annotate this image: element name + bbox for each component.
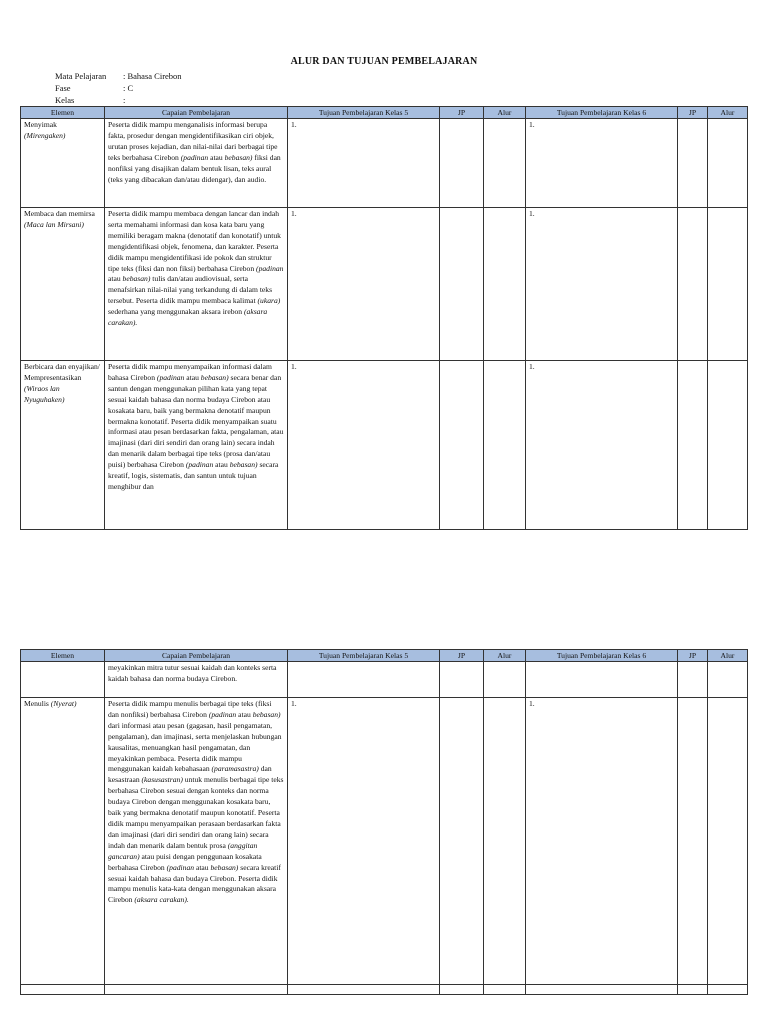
italic-term: (ukara): [257, 296, 281, 306]
jp-cell: [678, 698, 708, 985]
text-run: Peserta didik mampu menganalisis informasi berupa fakta, prosedur dengan mengidentifikasikan ciri objek, urutan proses kejadian, dan nilai-nilai dari berbagai tipe teks berbahasa Cirebon: [108, 120, 278, 162]
text-run: sederhana yang menggunakan aksara irebon: [108, 307, 244, 317]
tp-kelas-6-cell: [526, 662, 678, 698]
header-tp-kelas-5: Tujuan Pembelajaran Kelas 5: [288, 650, 440, 662]
italic-term: bebasan): [252, 709, 281, 719]
empty-cell: [526, 985, 678, 995]
italic-term: (padinan: [256, 263, 284, 273]
italic-term: bebasan): [210, 862, 239, 872]
jp-cell: [440, 662, 484, 698]
elemen-cell: [21, 662, 105, 698]
italic-term: bebasan): [229, 460, 258, 470]
text-run: fiksi dan nonfiksi yang disajikan dalam bentuk lisan, teks aural (teks yang dibacakan dan/atau didengar), dan audio.: [108, 152, 281, 184]
elemen-sub: (Nyerat): [50, 699, 77, 708]
meta-label: Kelas: [55, 95, 75, 105]
table-row: [21, 985, 748, 995]
text-run: Peserta didik mampu menyampaikan informasi dalam bahasa Cirebon: [108, 362, 272, 382]
elemen-name: Menyimak: [24, 120, 57, 129]
meta-fase: [55, 82, 133, 94]
text-run: Peserta didik mampu membaca dengan lancar dan indah serta memahami informasi dan kosa kata baru yang memiliki beragam makna (denotatif dan konotatif) untuk mengidentifikasi objek, fenomena, dan karakter. Peserta didik mampu mengidentifikasi ide pokok dan struktur tipe teks (fiksi dan non fiksi) berbahasa Cirebon: [108, 209, 281, 273]
alur-cell: [484, 119, 526, 208]
elemen-name: Membaca dan memirsa: [24, 209, 95, 218]
text-run: atau: [213, 460, 230, 470]
jp-cell: [678, 662, 708, 698]
text-run: atau: [194, 862, 211, 872]
tp-kelas-6-cell: 1.: [526, 361, 678, 530]
elemen-sub: (Wiraos lan Nyuguhaken): [24, 383, 65, 404]
alur-cell: [484, 662, 526, 698]
italic-term: (aksara carakan).: [134, 895, 189, 905]
empty-cell: [105, 985, 288, 995]
meta-label: Fase: [55, 83, 71, 93]
text-run: atau: [108, 274, 123, 284]
header-alur: Alur: [708, 650, 748, 662]
jp-cell: [440, 119, 484, 208]
atp-table-part-2: [20, 649, 748, 995]
jp-cell: [678, 119, 708, 208]
header-capaian: Capaian Pembelajaran: [105, 650, 288, 662]
table-header-row: [21, 650, 748, 662]
elemen-sub: (Mirengaken): [24, 130, 66, 140]
tp-kelas-6-cell: 1.: [526, 208, 678, 361]
empty-cell: [21, 985, 105, 995]
meta-value: : C: [123, 83, 134, 93]
italic-term: (padinan: [185, 460, 214, 470]
text-run: tulis dan/atau audiovisual, serta menafsirkan nilai-nilai yang terkandung di dalam teks tersebut. Peserta didik mampu membaca kalimat: [108, 274, 273, 306]
elemen-cell: [21, 119, 105, 208]
text-run: Peserta didik mampu menulis berbagai tipe teks (fiksi dan nonfiksi) berbahasa Cirebon: [108, 699, 272, 719]
empty-cell: [678, 985, 708, 995]
tp-kelas-5-cell: [288, 662, 440, 698]
header-tp-kelas-5: Tujuan Pembelajaran Kelas 5: [288, 107, 440, 119]
text-run: secara kreatif sesuai kaidah bahasa dan budaya Cirebon. Peserta didik mampu menulis kata-kata dengan menggunakan aksara Cirebon: [108, 862, 281, 905]
header-elemen: Elemen: [21, 107, 105, 119]
alur-cell: [708, 662, 748, 698]
text-run: atau: [208, 152, 225, 162]
header-alur: Alur: [708, 107, 748, 119]
meta-value: :: [123, 95, 126, 105]
table-header-row: [21, 107, 748, 119]
document-title: ALUR DAN TUJUAN PEMBELAJARAN: [290, 56, 478, 67]
meta-mata-pelajaran: [55, 70, 182, 82]
elemen-name: Menulis: [24, 699, 51, 708]
header-elemen: Elemen: [21, 650, 105, 662]
italic-term: (aksara carakan).: [108, 307, 268, 328]
header-jp: JP: [678, 650, 708, 662]
header-jp: JP: [440, 107, 484, 119]
text-run: dari informasi atau pesan (gagasan, hasil pengamatan, pengalaman), dan imajinasi, serta menjelaskan hubungan kausalitas, menuangkan hasil pengamatan, dan meyakinkan pembaca. Peserta didik mampu menggunakan kaidah kebahasaan: [108, 720, 282, 774]
text-run: secara benar dan santun dengan menggunakan pilihan kata yang tepat sesuai kaidah bahasa dan norma budaya Cirebon atau kosakata baru, baik yang bermakna denotatif maupun bermakna konotatif. Peserta didik menyampaikan suatu informasi atau pesan berdasarkan fakta, pengalaman, atau imajinasi (dari diri sendiri dan orang lain) secara indah dan menarik dalam berbagai tipe teks (prosa dan/atau puisi) berbahasa Cirebon: [108, 372, 284, 470]
italic-term: (padinan: [166, 862, 195, 872]
capaian-cell: [105, 119, 288, 208]
text-run: atau: [184, 372, 201, 382]
alur-cell: [708, 361, 748, 530]
elemen-cell: [21, 208, 105, 361]
tp-kelas-5-cell: 1.: [288, 361, 440, 530]
meta-value: : Bahasa Cirebon: [123, 71, 182, 81]
italic-term: bebasan): [122, 274, 151, 284]
tp-kelas-5-cell: 1.: [288, 698, 440, 985]
header-tp-kelas-6: Tujuan Pembelajaran Kelas 6: [526, 650, 678, 662]
text-run: atau puisi dengan penggunaan kosakata berbahasa Cirebon: [108, 851, 262, 872]
jp-cell: [678, 361, 708, 530]
text-run: meyakinkan mitra tutur sesuai kaidah dan konteks serta kaidah bahasa dan norma budaya Cirebon.: [108, 663, 277, 683]
jp-cell: [440, 208, 484, 361]
elemen-sub: (Maca lan Mirsani): [24, 219, 84, 229]
jp-cell: [440, 361, 484, 530]
capaian-cell: [105, 698, 288, 985]
capaian-cell: [105, 208, 288, 361]
capaian-cell: [105, 662, 288, 698]
empty-cell: [708, 985, 748, 995]
text-run: dan kesastraan: [108, 764, 272, 785]
text-run: secara kreatif, logis, sistematis, dan santun untuk tujuan menghibur dan: [108, 460, 279, 491]
elemen-name: Berbicara dan enyajikan/ Mempresentasikan: [24, 362, 100, 382]
table-row: [21, 119, 748, 208]
italic-term: bebasan): [200, 372, 229, 382]
text-run: untuk menulis berbagai tipe teks berbahasa Cirebon sesuai dengan konteks dan norma budaya Cirebon dengan menggunakan kosakata baru, baik yang bermakna denotatif maupun konotatif. Peserta didik mampu menyampaikan perasaan berdasarkan fakta dan imajinasi (dari diri sendiri dan orang lain) secara indah dan menarik dalam bentuk prosa: [108, 775, 284, 850]
italic-term: (padinan: [180, 152, 209, 162]
table-row: [21, 208, 748, 361]
meta-kelas: [55, 94, 125, 106]
jp-cell: [678, 208, 708, 361]
alur-cell: [484, 208, 526, 361]
elemen-cell: [21, 698, 105, 985]
capaian-cell: [105, 361, 288, 530]
tp-kelas-6-cell: 1.: [526, 698, 678, 985]
table-row: [21, 662, 748, 698]
table-row: [21, 361, 748, 530]
meta-label: Mata Pelajaran: [55, 71, 107, 81]
atp-table-part-1: [20, 106, 748, 530]
elemen-cell: [21, 361, 105, 530]
alur-cell: [484, 698, 526, 985]
header-alur: Alur: [484, 650, 526, 662]
alur-cell: [708, 208, 748, 361]
alur-cell: [708, 119, 748, 208]
tp-kelas-6-cell: 1.: [526, 119, 678, 208]
header-capaian: Capaian Pembelajaran: [105, 107, 288, 119]
header-jp: JP: [678, 107, 708, 119]
header-alur: Alur: [484, 107, 526, 119]
italic-term: (paramasastra): [211, 764, 259, 774]
table-row: [21, 698, 748, 985]
italic-term: bebasan): [224, 152, 253, 162]
alur-cell: [708, 698, 748, 985]
empty-cell: [440, 985, 484, 995]
italic-term: (padinan: [156, 372, 185, 382]
empty-cell: [288, 985, 440, 995]
italic-term: (kasusastran): [141, 775, 183, 785]
tp-kelas-5-cell: 1.: [288, 119, 440, 208]
italic-term: (anggitan gancaran): [108, 840, 258, 861]
jp-cell: [440, 698, 484, 985]
header-jp: JP: [440, 650, 484, 662]
empty-cell: [484, 985, 526, 995]
alur-cell: [484, 361, 526, 530]
tp-kelas-5-cell: 1.: [288, 208, 440, 361]
header-tp-kelas-6: Tujuan Pembelajaran Kelas 6: [526, 107, 678, 119]
text-run: atau: [236, 709, 253, 719]
italic-term: (padinan: [208, 709, 237, 719]
